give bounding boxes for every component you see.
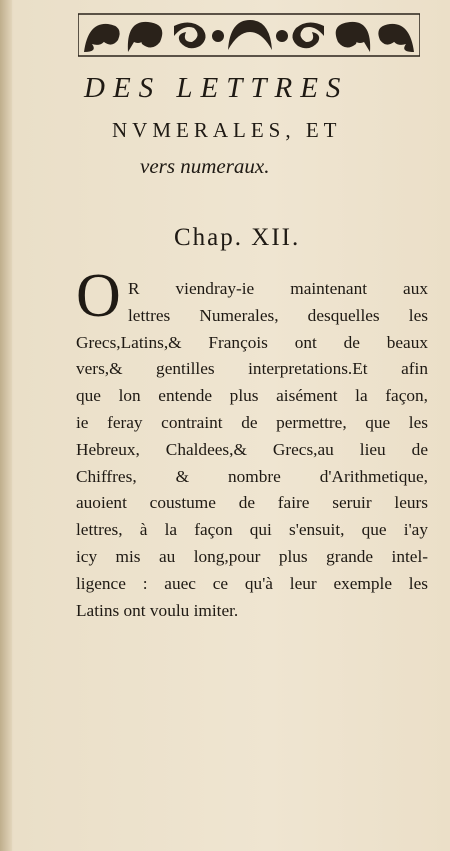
text-line: auoient coustume de faire seruir leurs [76, 493, 428, 513]
text-line: Hebreux, Chaldees,& Grecs,au lieu de [76, 439, 428, 459]
body-paragraph [76, 276, 428, 624]
text-line: lettres Numerales, desquelles les [128, 305, 428, 325]
chapter-heading: Chap. XII. [174, 224, 301, 251]
text-line: Latins ont voulu imiter. [76, 600, 239, 620]
drop-cap: O [76, 262, 121, 330]
text-line: vers,& gentilles interpretations.Et afin [76, 359, 428, 379]
text-line: Grecs,Latins,& François ont de beaux [76, 332, 428, 352]
text-line: ie feray contraint de permettre, que les [76, 412, 428, 432]
text-line: icy mis au long,pour plus grande intel- [76, 546, 428, 566]
page-gutter [0, 0, 12, 851]
text-line: ligence : auec ce qu'à leur exemple les [76, 573, 428, 593]
section-subtitle: NVMERALES, ET [112, 118, 342, 142]
section-title: DES LETTRES [84, 72, 349, 104]
section-subtitle-italic: vers numeraux. [140, 154, 270, 178]
text-line: lettres, à la façon qui s'ensuit, que i'ay [76, 520, 428, 540]
text-line: R viendray-ie maintenant aux [128, 279, 428, 298]
decorative-headpiece [78, 12, 420, 58]
text-line: que lon entende plus aisément la façon, [76, 386, 428, 406]
text-line: Chiffres, & nombre d'Arithmetique, [76, 466, 428, 486]
